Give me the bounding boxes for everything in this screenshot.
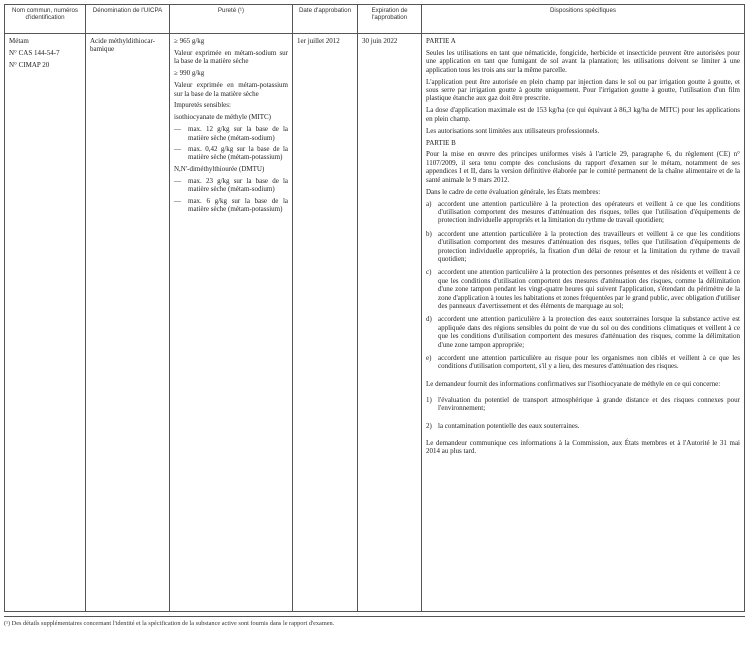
table-header-row bbox=[5, 5, 745, 34]
list-marker: 2) bbox=[426, 421, 432, 430]
dash-marker: — bbox=[174, 176, 181, 185]
part-b-heading: PARTIE B bbox=[426, 138, 456, 147]
part-a-paragraph: La dose d'application maximale est de 153 kg/ha (ce qui équivaut à 86,3 kg/ha de MITC) pour les applications en plein champ. bbox=[426, 106, 740, 123]
dash-marker: — bbox=[174, 145, 181, 154]
dash-marker: — bbox=[174, 125, 181, 134]
list-item bbox=[174, 177, 288, 194]
purity-sodium-basis: Valeur exprimée en métam-sodium sur la base de la matière sèche bbox=[174, 48, 288, 66]
list-item bbox=[426, 268, 740, 310]
part-b-paragraph: Le demandeur fournit des informations confirmatives sur l'isothiocyanate de méthyle en ce qui concerne: bbox=[426, 379, 721, 388]
list-item bbox=[426, 354, 740, 371]
cas-number: N° CAS 144-54-7 bbox=[9, 48, 60, 57]
dash-marker: — bbox=[174, 196, 181, 205]
part-a-paragraph: L'application peut être autorisée en plein champ par injection dans le sol ou par irrigation goutte à goutte, et sous serre par irrigation goutte à goutte uniquement. Pour l'irrigation goutte à goutte, l'utilisation d'un film plastique étanche aux gaz doit être prescrite. bbox=[426, 77, 740, 103]
list-text: accordent une attention particulière au risque pour les organismes non ciblés et veillent à ce que les conditions d'utilisation comportent, s'il y a lieu, des mesures d'atténuation des risques. bbox=[438, 354, 740, 371]
part-a-paragraph: Les autorisations sont limitées aux utilisateurs professionnels. bbox=[426, 126, 600, 135]
list-item bbox=[174, 145, 288, 162]
expiry-date: 30 juin 2022 bbox=[362, 37, 398, 45]
mitc-limit-potassium: max. 0,42 g/kg sur la base de la matière sèche (métam-potassium) bbox=[188, 145, 288, 162]
part-b-paragraph: Pour la mise en œuvre des principes uniformes visés à l'article 29, paragraphe 6, du règlement (CE) n° 1107/2009, il sera tenu compte des conclusions du rapport d'examen sur le métam, notamment de ses appendices I et II, dans la version définitive élaborée par le comité permanent de la chaîne alimentaire et de la santé animale le 9 mars 2012. bbox=[426, 150, 740, 184]
list-text: accordent une attention particulière à la protection des travailleurs et veillent à ce que les conditions d'utilisation comportent des mesures d'atténuation des risques, telles que l'utilisation d'équipements de protection individuelle appropriés, la fixation d'un délai de retour et la limitation du rythme de travail quotidien; bbox=[438, 229, 740, 263]
purity-potassium-basis: Valeur exprimée en métam-potassium sur la base de la matière sèche bbox=[174, 81, 288, 98]
purity-sodium: ≥ 965 g/kg bbox=[174, 37, 205, 45]
list-item bbox=[426, 200, 740, 225]
list-text: l'évaluation du potentiel de transport atmosphérique à grande distance et des risques connexes pour l'environnement; bbox=[438, 395, 740, 413]
part-a-paragraph: Seules les utilisations en tant que nématicide, fongicide, herbicide et insecticide peuvent être autorisées pour une application en tant que fumigant de sol avant la plantation; les utilisations doivent se limiter à une application tous les trois ans sur la même parcelle. bbox=[426, 48, 740, 74]
part-a-heading: PARTIE A bbox=[426, 37, 456, 45]
list-text: la contamination potentielle des eaux souterraines. bbox=[438, 421, 580, 430]
part-b-paragraph: Le demandeur communique ces informations à la Commission, aux États membres et à l'Autorité le 31 mai 2014 au plus tard. bbox=[426, 438, 740, 456]
list-text: accordent une attention particulière à la protection des personnes présentes et des résidents et veillent à ce que les conditions d'utilisation comportent des mesures d'atténuation des risques, comme la délimitation d'une zone tampon pendant les vingt-quatre heures qui suivent l'application, s'étendant du périmètre de la zone d'application à toutes les habitations et zones fréquentées par le grand public, avec obligation d'utiliser des panneaux d'avertissement et des éléments de marquage au sol; bbox=[438, 268, 740, 310]
cell-iupac-name bbox=[86, 34, 170, 612]
header-common-name: Nom commun, numéros d'identification bbox=[5, 5, 86, 34]
purity-potassium: ≥ 990 g/kg bbox=[174, 69, 205, 78]
cell-common-name bbox=[5, 34, 86, 612]
impurity-dmtu: N,N'-diméthylthiourée (DMTU) bbox=[174, 164, 265, 173]
mitc-limit-sodium: max. 12 g/kg sur la base de la matière sèche (métam-sodium) bbox=[188, 125, 288, 142]
header-purity: Pureté (¹) bbox=[170, 5, 293, 34]
cimap-number: N° CIMAP 20 bbox=[9, 60, 50, 69]
header-expiry-date: Expiration de l'approbation bbox=[358, 5, 422, 34]
list-marker: a) bbox=[426, 199, 432, 208]
list-item bbox=[426, 230, 740, 264]
header-specific-provisions: Dispositions spécifiques bbox=[422, 5, 745, 34]
list-item bbox=[426, 422, 740, 430]
cell-approval-date bbox=[293, 34, 358, 612]
footnote: (¹) Des détails supplémentaires concernant l'identité et la spécification de la substance active sont fournis dans le rapport d'examen. bbox=[4, 616, 745, 628]
list-marker: c) bbox=[426, 268, 432, 277]
list-text: accordent une attention particulière à la protection des eaux souterraines lorsque la substance active est appliquée dans des régions sensibles du point de vue du sol ou des conditions climatiques et veillent à ce que les conditions d'utilisation comportent des mesures d'atténuation des risques, comme la délimitation d'une zone tampon appropriée; bbox=[438, 315, 740, 349]
iupac-name: Acide méthyldithiocar-bamique bbox=[90, 37, 155, 54]
impurity-mitc: isothiocyanate de méthyle (MITC) bbox=[174, 113, 271, 122]
cell-expiry-date bbox=[358, 34, 422, 612]
dmtu-limit-potassium: max. 6 g/kg sur la base de la matière sèche (métam-potassium) bbox=[188, 196, 288, 213]
approval-date: 1er juillet 2012 bbox=[297, 37, 340, 45]
list-item bbox=[426, 315, 740, 349]
table-row bbox=[5, 34, 745, 612]
impurities-heading: Impuretés sensibles: bbox=[174, 101, 231, 110]
list-item bbox=[174, 197, 288, 214]
list-text: accordent une attention particulière à la protection des opérateurs et veillent à ce que les conditions d'utilisation comportent des mesures d'atténuation des risques, telles que l'utilisation d'équipements de protection individuelle appropriés et la limitation du rythme de travail quotidien; bbox=[438, 199, 740, 225]
list-item bbox=[174, 125, 288, 142]
list-marker: d) bbox=[426, 315, 432, 324]
regulation-table bbox=[4, 4, 745, 612]
cell-purity bbox=[170, 34, 293, 612]
list-item bbox=[426, 396, 740, 413]
part-b-paragraph: Dans le cadre de cette évaluation générale, les États membres: bbox=[426, 187, 601, 196]
substance-name: Métam bbox=[9, 37, 29, 45]
dmtu-limit-sodium: max. 23 g/kg sur la base de la matière sèche (métam-sodium) bbox=[188, 176, 288, 194]
cell-specific-provisions bbox=[422, 34, 745, 612]
header-approval-date: Date d'approbation bbox=[293, 5, 358, 34]
list-marker: b) bbox=[426, 229, 432, 238]
list-marker: e) bbox=[426, 354, 432, 362]
header-iupac-name: Dénomination de l'UICPA bbox=[86, 5, 170, 34]
list-marker: 1) bbox=[426, 395, 432, 404]
